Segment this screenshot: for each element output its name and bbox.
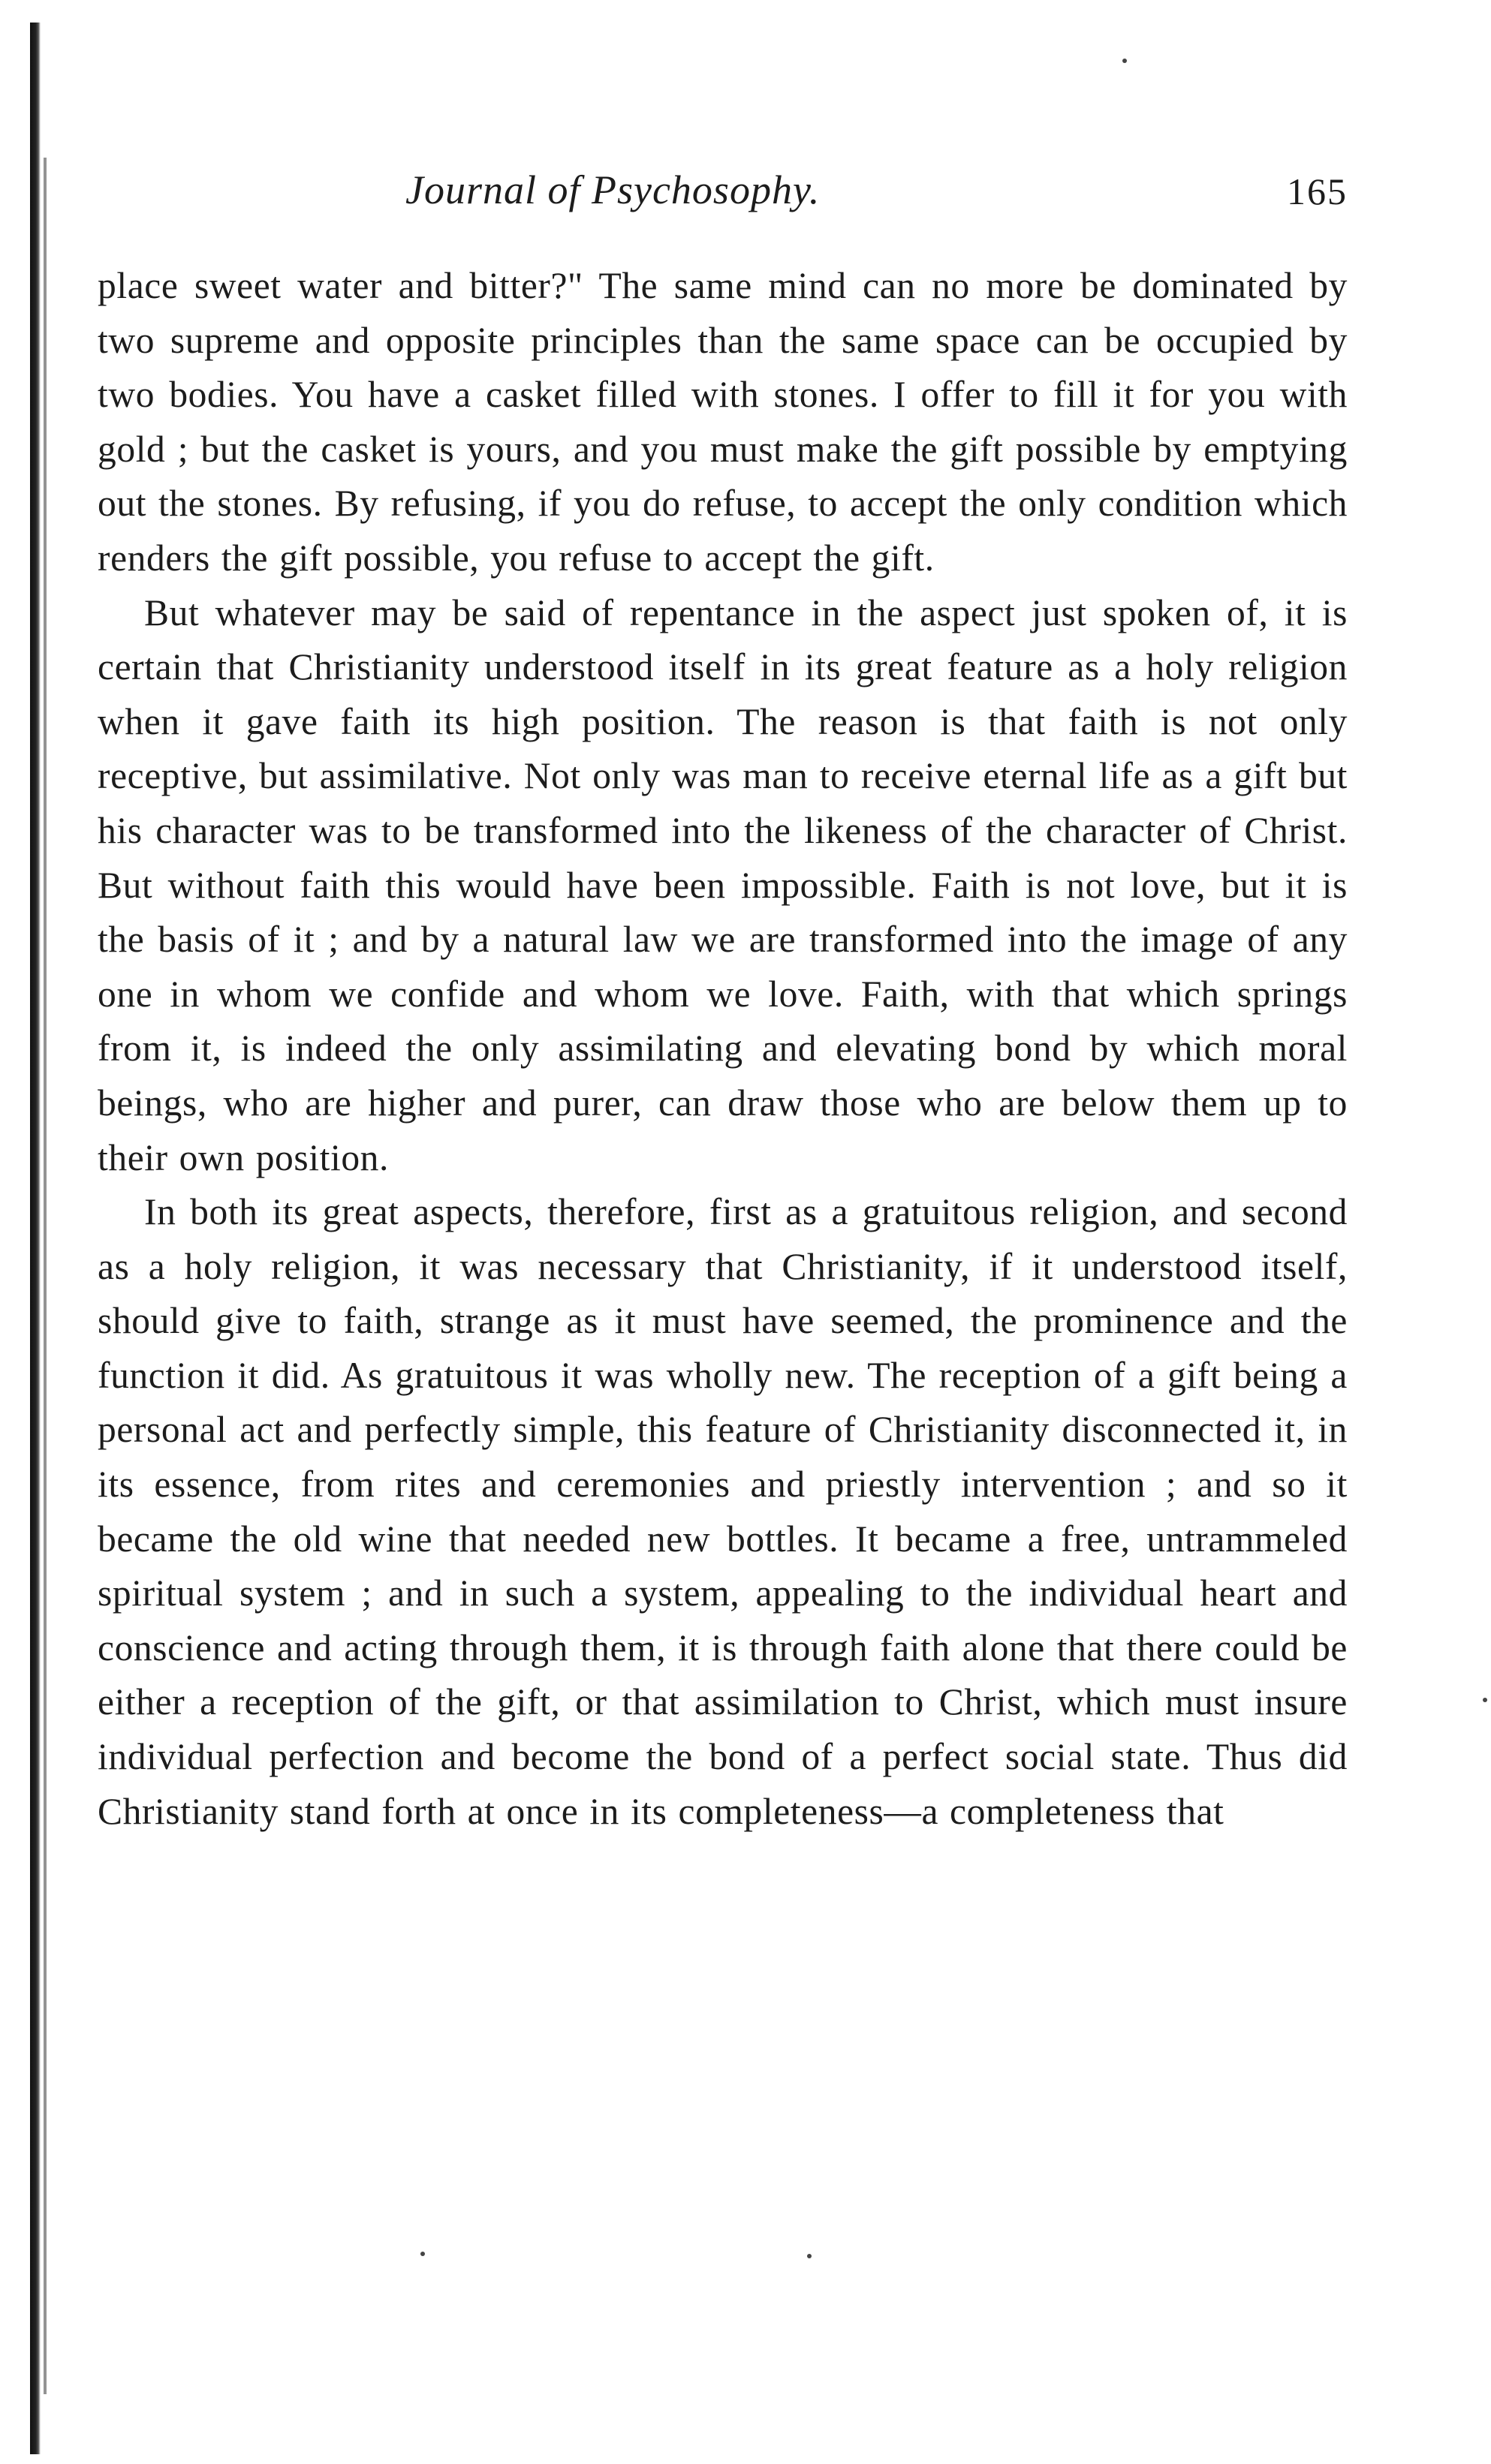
paragraph-1: place sweet water and bitter?" The same mind can no more be dominated by two supreme and opposite principles than the same space can be occupied by two bodies. You have a casket filled with stones. I offer to fill it for you with gold ; but the casket is yours, and you must make the gift possible by emptying out the stones. By refusing, if you do refuse, to accept the only condition which renders the gift possible, you refuse to accept the gift. [98, 265, 1348, 579]
binding-edge-line [44, 158, 47, 2394]
journal-title: Journal of Psychosophy. [405, 167, 821, 212]
scan-speck [807, 2254, 812, 2258]
paragraph-2: But whatever may be said of repentance in the aspect just spoken of, it is certain that Christianity understood itself in its great feature as a holy religion when it gave faith its high position. The reason is that faith is not only receptive, but assimilative. Not only was man to receive eternal life as a gift but his character was to be transformed into the likeness of the character of Christ. But without faith this would have been impossible. Faith is not love, but it is the basis of it ; and by a natural law we are transformed into the image of any one in whom we confide and whom we love. Faith, with that which springs from it, is indeed the only assimilating and elevating bond by which moral beings, who are higher and purer, can draw those who are below them up to their own position. [98, 591, 1348, 1178]
page-number: 165 [1287, 170, 1348, 212]
scan-speck [1483, 1698, 1487, 1702]
scan-speck [1122, 59, 1127, 63]
scan-speck [420, 2252, 425, 2256]
running-head [98, 167, 1348, 227]
body-text [98, 259, 1348, 1839]
binding-edge-shadow [30, 23, 41, 2454]
paragraph-3: In both its great aspects, therefore, first as a gratuitous religion, and second as a holy religion, it was necessary that Christianity, if it understood itself, should give to faith, strange as it must have seemed, the prominence and the function it did. As gratuitous it was wholly new. The reception of a gift being a personal act and perfectly simple, this feature of Christianity disconnected it, in its essence, from rites and ceremonies and priestly intervention ; and so it became the old wine that needed new bottles. It became a free, untrammeled spiritual system ; and in such a system, appealing to the individual heart and conscience and acting through them, it is through faith alone that there could be either a reception of the gift, or that assimilation to Christ, which must insure individual perfection and become the bond of a perfect social state. Thus did Christianity stand forth at once in its completeness—a completeness that [98, 1191, 1348, 1832]
